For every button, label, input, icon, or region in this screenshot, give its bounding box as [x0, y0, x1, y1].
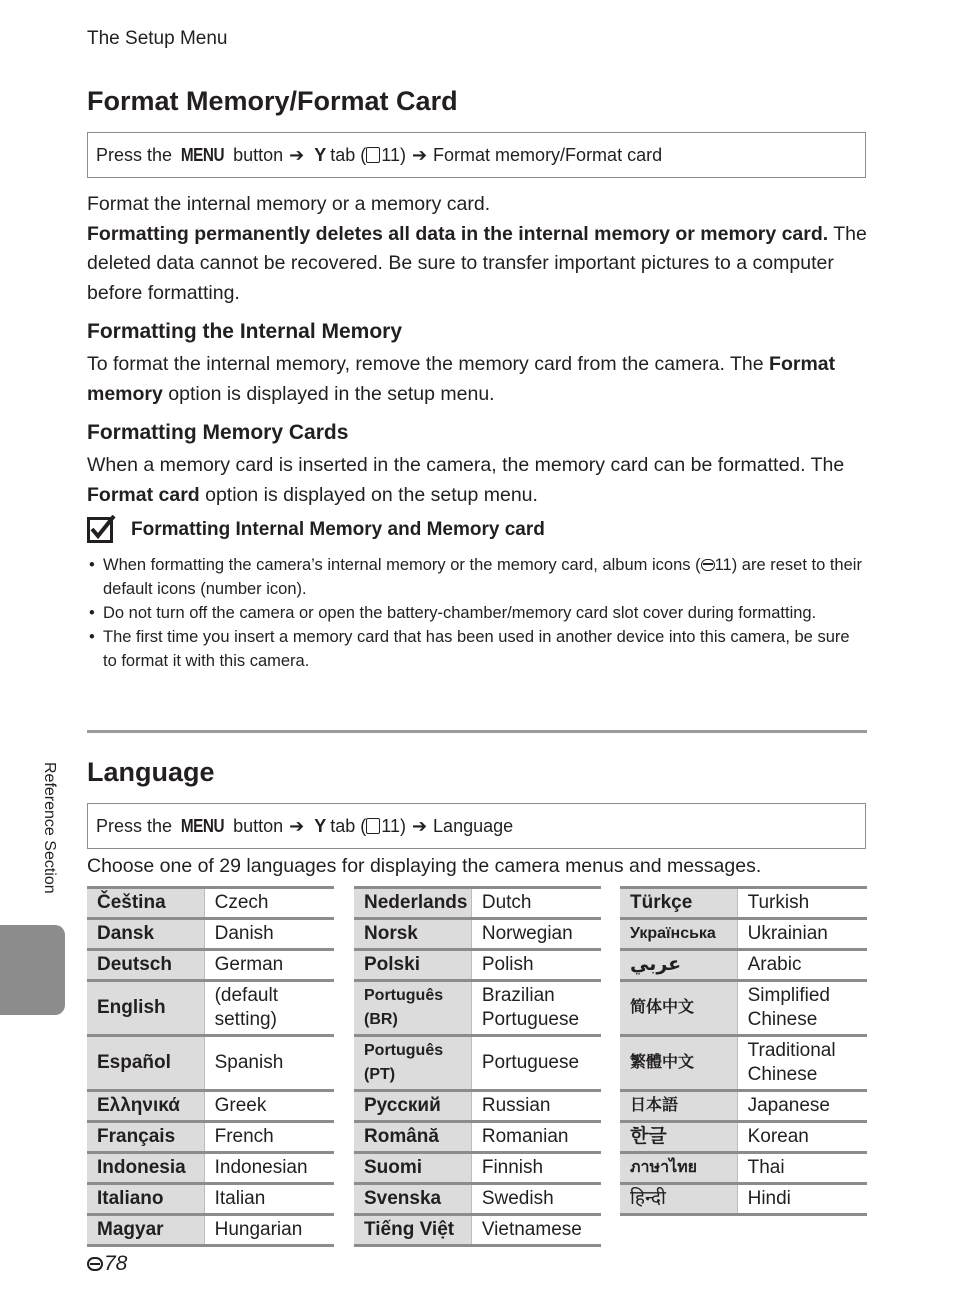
section-thumb-tab [0, 925, 65, 1015]
menu-path-target: Format memory/Format card [433, 144, 663, 165]
cards-text-2: option is displayed on the setup menu. [199, 483, 538, 506]
language-english-name: Thai [737, 1153, 867, 1184]
table-row [87, 981, 334, 1036]
menu-path-ref: 11) [381, 815, 406, 836]
table-row [620, 1091, 867, 1122]
language-english-name: Hindi [737, 1184, 867, 1215]
language-english-name: Indonesian [204, 1153, 334, 1184]
table-row [354, 1184, 601, 1215]
menu-button-glyph: MENU [180, 144, 225, 165]
memory-cards-paragraph [87, 451, 877, 510]
language-native-name: 简体中文 [620, 981, 737, 1036]
language-english-name: Hungarian [204, 1215, 334, 1246]
table-row [87, 1091, 334, 1122]
table-row [354, 1215, 601, 1246]
table-row [620, 1036, 867, 1091]
table-row [87, 950, 334, 981]
language-native-name: Español [87, 1036, 204, 1091]
table-row [620, 1184, 867, 1215]
language-english-name: Danish [204, 919, 334, 950]
language-native-name: Українська [620, 919, 737, 950]
reference-section-icon [701, 559, 715, 571]
language-native-name: Indonesia [87, 1153, 204, 1184]
language-english-name: Ukrainian [737, 919, 867, 950]
language-native-name: ภาษาไทย [620, 1153, 737, 1184]
language-native-name: Português (BR) [354, 981, 471, 1036]
language-english-name: Norwegian [471, 919, 601, 950]
table-row [620, 950, 867, 981]
language-native-name: Türkçe [620, 888, 737, 919]
internal-text-1: To format the internal memory, remove the memory card from the camera. The [87, 353, 770, 375]
table-row [354, 950, 601, 981]
menu-path-tab: tab ( [330, 144, 367, 165]
menu-path-target: Language [433, 815, 514, 836]
language-menu-path-box [87, 803, 866, 849]
language-native-name: English [87, 981, 204, 1036]
language-native-name: Deutsch [87, 950, 204, 981]
running-header: The Setup Menu [87, 28, 228, 49]
table-row [87, 919, 334, 950]
arrow-right-icon: ➔ [289, 144, 305, 165]
language-section-title: Language [87, 757, 215, 787]
language-english-name: Korean [737, 1122, 867, 1153]
format-intro: Format the internal memory or a memory card. [87, 193, 491, 215]
format-warning [87, 220, 877, 309]
section-divider [87, 730, 867, 733]
table-row [87, 1036, 334, 1091]
language-english-name: Spanish [204, 1036, 334, 1091]
language-english-name: Dutch [471, 888, 601, 919]
reference-section-icon [87, 1257, 103, 1271]
table-row [620, 919, 867, 950]
language-english-name: Simplified Chinese [737, 981, 867, 1036]
note-bullet [87, 553, 867, 601]
language-native-name: Nederlands [354, 888, 471, 919]
language-english-name: Arabic [737, 950, 867, 981]
language-english-name: (default setting) [204, 981, 334, 1036]
language-native-name: Tiếng Việt [354, 1215, 471, 1246]
menu-path-ref: 11) [381, 144, 406, 165]
language-english-name: Japanese [737, 1091, 867, 1122]
language-english-name: Traditional Chinese [737, 1036, 867, 1091]
language-native-name: Magyar [87, 1215, 204, 1246]
note-bullet-list [87, 553, 867, 673]
language-table-col2 [354, 886, 601, 1247]
language-native-name: Polski [354, 950, 471, 981]
table-row [87, 888, 334, 919]
language-english-name: French [204, 1122, 334, 1153]
format-menu-path-box [87, 132, 866, 178]
table-row [87, 1215, 334, 1246]
language-native-name: Ελληνικά [87, 1091, 204, 1122]
menu-path-button: button [233, 815, 284, 836]
internal-memory-heading: Formatting the Internal Memory [87, 320, 403, 343]
language-english-name: Portuguese [471, 1036, 601, 1091]
language-native-name: عربي [620, 950, 737, 981]
language-english-name: Czech [204, 888, 334, 919]
language-english-name: Finnish [471, 1153, 601, 1184]
menu-path-tab: tab ( [330, 815, 367, 836]
table-row [354, 981, 601, 1036]
language-native-name: Português (PT) [354, 1036, 471, 1091]
table-row [354, 888, 601, 919]
language-native-name: 한글 [620, 1122, 737, 1153]
table-row [354, 1122, 601, 1153]
page-number [87, 1252, 127, 1276]
language-native-name: Suomi [354, 1153, 471, 1184]
internal-memory-paragraph [87, 350, 877, 409]
menu-path-press: Press the [96, 144, 173, 165]
cards-text-1: When a memory card is inserted in the camera, the memory card can be formatted. The [87, 454, 845, 476]
internal-text-2: option is displayed in the setup menu. [162, 382, 495, 405]
note-check-icon [87, 515, 117, 543]
table-row [354, 919, 601, 950]
table-row [620, 1153, 867, 1184]
language-english-name: Vietnamese [471, 1215, 601, 1246]
internal-bold: Format memory [87, 353, 836, 405]
language-english-name: Italian [204, 1184, 334, 1215]
format-section-title: Format Memory/Format Card [87, 86, 458, 116]
table-row [620, 1122, 867, 1153]
language-english-name: Swedish [471, 1184, 601, 1215]
note-bullet: • Do not turn off the camera or open the battery-chamber/memory card slot cover during formatting. [87, 601, 867, 625]
bullet-text: 11) are reset to their default icons (number icon). [103, 556, 862, 598]
table-row [620, 981, 867, 1036]
language-english-name: Russian [471, 1091, 601, 1122]
table-row [87, 1122, 334, 1153]
note-title: Formatting Internal Memory and Memory card [131, 519, 545, 540]
memory-cards-heading: Formatting Memory Cards [87, 421, 349, 444]
language-english-name: Polish [471, 950, 601, 981]
bullet-text: When formatting the camera’s internal memory or the memory card, album icons ( [103, 556, 701, 574]
language-table-col1 [87, 886, 334, 1247]
language-native-name: Norsk [354, 919, 471, 950]
page-ref-icon [366, 147, 380, 163]
menu-path-button: button [233, 144, 284, 165]
table-row [354, 1036, 601, 1091]
format-warning-rest: The deleted data cannot be recovered. Be sure to transfer important pictures to a computer before formatting. [87, 222, 867, 304]
language-native-name: Čeština [87, 888, 204, 919]
page-number-text: 78 [104, 1252, 128, 1275]
menu-button-glyph: MENU [180, 815, 225, 836]
language-english-name: Greek [204, 1091, 334, 1122]
arrow-right-icon: ➔ [411, 144, 428, 165]
table-row [87, 1153, 334, 1184]
language-native-name: Română [354, 1122, 471, 1153]
language-english-name: German [204, 950, 334, 981]
table-row [354, 1091, 601, 1122]
language-english-name: Romanian [471, 1122, 601, 1153]
section-side-label: Reference Section [41, 762, 58, 894]
format-warning-bold: Formatting permanently deletes all data in the internal memory or memory card. [87, 222, 829, 245]
language-native-name: हिन्दी [620, 1184, 737, 1215]
menu-path-press: Press the [96, 815, 173, 836]
page-ref-icon [366, 818, 380, 834]
language-native-name: Français [87, 1122, 204, 1153]
format-intro-paragraph [87, 190, 877, 308]
language-native-name: Italiano [87, 1184, 204, 1215]
table-row [354, 1153, 601, 1184]
language-intro: Choose one of 29 languages for displaying the camera menus and messages. [87, 855, 762, 877]
language-native-name: 繁體中文 [620, 1036, 737, 1091]
language-native-name: Svenska [354, 1184, 471, 1215]
language-english-name: Brazilian Portuguese [471, 981, 601, 1036]
arrow-right-icon: ➔ [411, 815, 428, 836]
setup-tab-icon: Y [314, 144, 327, 165]
note-bullet: • The first time you insert a memory card that has been used in another device into this camera, be sure to format it with this camera. [87, 625, 867, 673]
language-table-col3 [620, 886, 867, 1216]
language-native-name: Русский [354, 1091, 471, 1122]
language-native-name: Dansk [87, 919, 204, 950]
language-native-name: 日本語 [620, 1091, 737, 1122]
language-english-name: Turkish [737, 888, 867, 919]
setup-tab-icon: Y [314, 815, 327, 836]
table-row [620, 888, 867, 919]
table-row [87, 1184, 334, 1215]
cards-bold: Format card [87, 483, 200, 506]
arrow-right-icon: ➔ [289, 815, 305, 836]
